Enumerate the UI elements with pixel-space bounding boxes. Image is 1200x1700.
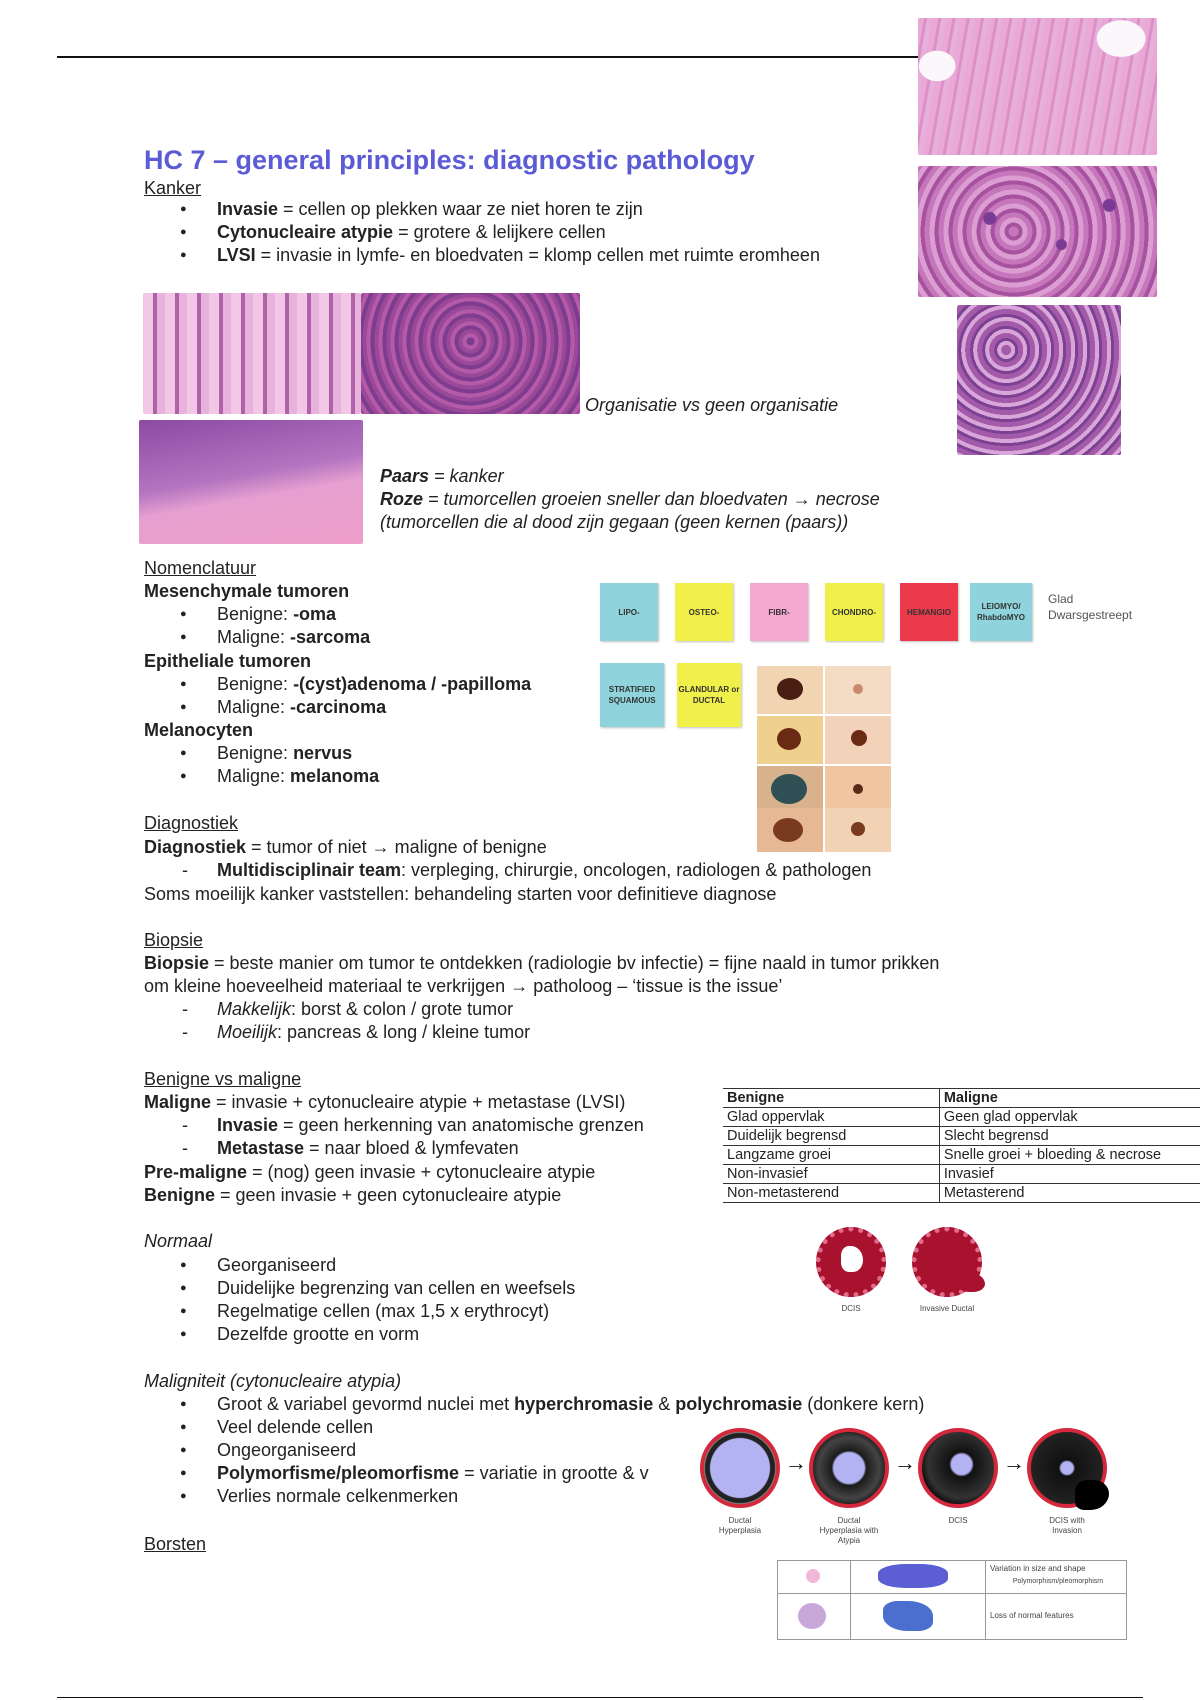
benigne-maligne-table: [723, 1088, 1200, 1203]
table-row: Non-metasterend Metasterend: [723, 1184, 1200, 1203]
section-heading-maligniteit: Maligniteit (cytonucleaire atypia): [144, 1371, 402, 1391]
progression-diagram: [695, 1420, 1127, 1560]
skin-lesion: [757, 716, 823, 764]
top-rule: [57, 56, 919, 58]
cell-morphology-grid: [777, 1560, 1127, 1640]
note-leiomyo: LEIOMYO/ RhabdoMYO: [970, 583, 1032, 641]
epitheliaal-list: [144, 673, 531, 719]
premaligne-line: Pre-maligne = (nog) geen invasie + cytonucleaire atypie: [144, 1162, 596, 1182]
label-ductal-hyperplasia-atypia: Ductal Hyperplasia with Atypia: [819, 1516, 879, 1545]
list-item: ● Duidelijke begrenzing van cellen en weefsels: [144, 1277, 575, 1300]
benigne-line: Benigne = geen invasie + geen cytonucleaire atypie: [144, 1185, 562, 1205]
arrow-icon: →: [785, 1450, 807, 1475]
melanocyten-list: [144, 742, 379, 788]
label-invasive-ductal: Invasive Ductal: [919, 1304, 975, 1313]
list-item: ● Maligne: -sarcoma: [144, 626, 370, 649]
note-hemangio: HEMANGIO: [900, 583, 958, 641]
list-item: ● Maligne: melanoma: [144, 765, 379, 788]
tissue-image-atypia: [918, 166, 1157, 297]
table-row: Non-invasief Invasief: [723, 1165, 1200, 1184]
maligne-line: Maligne = invasie + cytonucleaire atypie + metastase (LVSI): [144, 1092, 626, 1112]
list-item: ● Maligne: -carcinoma: [144, 696, 531, 719]
roze-note: (tumorcellen die al dood zijn gegaan (geen kernen (paars)): [380, 512, 849, 532]
skin-lesion: [825, 716, 891, 764]
skin-lesion: [825, 808, 891, 852]
tissue-image-organized: [143, 293, 361, 414]
label-polymorphism: Polymorphism/pleomorphism: [1012, 1578, 1104, 1585]
label-variation-size-shape: Variation in size and shape: [990, 1564, 1086, 1573]
duct-dcis: [918, 1428, 998, 1508]
arrow-icon: →: [894, 1450, 916, 1475]
list-item: - Invasie = geen herkenning van anatomische grenzen: [144, 1114, 644, 1137]
diagnostiek-note: Soms moeilijk kanker vaststellen: behandeling starten voor definitieve diagnose: [144, 884, 777, 904]
list-item: ● LVSI = invasie in lymfe- en bloedvaten = klomp cellen met ruimte eromheen: [144, 244, 820, 267]
label-dcis-progression: DCIS: [948, 1516, 968, 1525]
tissue-image-necrosis: [139, 420, 363, 544]
list-item: ● Dezelfde grootte en vorm: [144, 1323, 575, 1346]
melanocyten-title: Melanocyten: [144, 720, 254, 740]
list-item: ● Polymorfisme/pleomorfisme = variatie in grootte & v: [144, 1462, 924, 1485]
label-dcis-with-invasion: DCIS with Invasion: [1049, 1516, 1085, 1535]
table-row: Duidelijk begrensd Slecht begrensd: [723, 1127, 1200, 1146]
note-osteo: OSTEO-: [675, 583, 733, 641]
paars-line: Paars = kanker: [380, 466, 504, 486]
note-glandular: GLANDULAR or DUCTAL: [677, 663, 741, 727]
section-heading-kanker: Kanker: [144, 178, 202, 198]
note-lipo: LIPO-: [600, 583, 658, 641]
duct-hyperplasia-atypia: [809, 1428, 889, 1508]
tissue-image-lvsi: [957, 305, 1121, 455]
label-loss-normal-features: Loss of normal features: [990, 1611, 1074, 1620]
page-title: HC 7 – general principles: diagnostic pathology: [144, 145, 755, 175]
mesenchymaal-title: Mesenchymale tumoren: [144, 581, 350, 601]
section-heading-benigne-vs-maligne: Benigne vs maligne: [144, 1069, 302, 1089]
skin-lesion: [825, 666, 891, 714]
organisatie-caption: Organisatie vs geen organisatie: [585, 395, 839, 415]
normaal-list: [144, 1254, 575, 1346]
roze-line: Roze = tumorcellen groeien sneller dan bloedvaten → necrose: [380, 489, 880, 509]
list-item: - Multidisciplinair team: verpleging, chirurgie, oncologen, radiologen & pathologen: [144, 859, 871, 882]
list-item: ● Ongeorganiseerd: [144, 1439, 924, 1462]
biopsie-line2: om kleine hoeveelheid materiaal te verkrijgen → patholoog – ‘tissue is the issue’: [144, 976, 783, 996]
note-chondro: CHONDRO-: [825, 583, 883, 641]
label-ductal-hyperplasia: Ductal Hyperplasia: [718, 1516, 762, 1535]
tissue-image-normal: [918, 18, 1157, 155]
biopsie-line: Biopsie = beste manier om tumor te ontdekken (radiologie bv infectie) = fijne naald in tumor prikken: [144, 953, 940, 973]
invasion-spread: [955, 1272, 985, 1292]
list-item: ● Veel delende cellen: [144, 1416, 924, 1439]
skin-lesion: [757, 766, 823, 814]
arrow-icon: →: [1003, 1450, 1025, 1475]
list-item: ● Regelmatige cellen (max 1,5 x erythrocyt): [144, 1300, 575, 1323]
dcis-diagram: [816, 1227, 886, 1297]
note-fibr: FIBR-: [750, 583, 808, 641]
skin-lesion: [825, 766, 891, 814]
maligne-list: [144, 1114, 644, 1160]
list-item: ● Verlies normale celkenmerken: [144, 1485, 924, 1508]
diagnostiek-list: [144, 859, 871, 882]
bottom-rule: [57, 1697, 1143, 1698]
table-header-row: Benigne Maligne: [723, 1089, 1200, 1108]
table-row: Langzame groei Snelle groei + bloeding & necrose: [723, 1146, 1200, 1165]
list-item: ● Benigne: nervus: [144, 742, 379, 765]
section-heading-borsten: Borsten: [144, 1534, 207, 1554]
list-item: ● Benigne: -oma: [144, 603, 370, 626]
biopsie-list: [144, 998, 530, 1044]
label-glad: Glad: [1048, 592, 1074, 606]
duct-hyperplasia: [700, 1428, 780, 1508]
list-item: ● Benigne: -(cyst)adenoma / -papilloma: [144, 673, 531, 696]
mesenchymaal-list: [144, 603, 370, 649]
section-heading-nomenclatuur: Nomenclatuur: [144, 558, 257, 578]
label-dwarsgestreept: Dwarsgestreept: [1048, 608, 1133, 622]
list-item: - Metastase = naar bloed & lymfevaten: [144, 1137, 644, 1160]
list-item: - Makkelijk: borst & colon / grote tumor: [144, 998, 530, 1021]
list-item: ● Groot & variabel gevormd nuclei met hyperchromasie & polychromasie (donkere kern): [144, 1393, 924, 1416]
table-row: Glad oppervlak Geen glad oppervlak: [723, 1108, 1200, 1127]
list-item: - Moeilijk: pancreas & long / kleine tumor: [144, 1021, 530, 1044]
skin-lesion: [757, 808, 823, 852]
list-item: ● Georganiseerd: [144, 1254, 575, 1277]
label-dcis: DCIS: [841, 1304, 861, 1313]
note-stratified: STRATIFIED SQUAMOUS: [600, 663, 664, 727]
section-heading-diagnostiek: Diagnostiek: [144, 813, 239, 833]
tissue-image-disorganized: [361, 293, 580, 414]
section-heading-biopsie: Biopsie: [144, 930, 204, 950]
section-heading-normaal: Normaal: [144, 1231, 213, 1251]
skin-lesion: [757, 666, 823, 714]
list-item: ● Cytonucleaire atypie = grotere & lelijkere cellen: [144, 221, 820, 244]
diagnostiek-line: Diagnostiek = tumor of niet → maligne of benigne: [144, 837, 547, 857]
list-item: ● Invasie = cellen op plekken waar ze niet horen te zijn: [144, 198, 820, 221]
epitheliaal-title: Epitheliale tumoren: [144, 651, 312, 671]
kanker-list: [144, 198, 820, 267]
